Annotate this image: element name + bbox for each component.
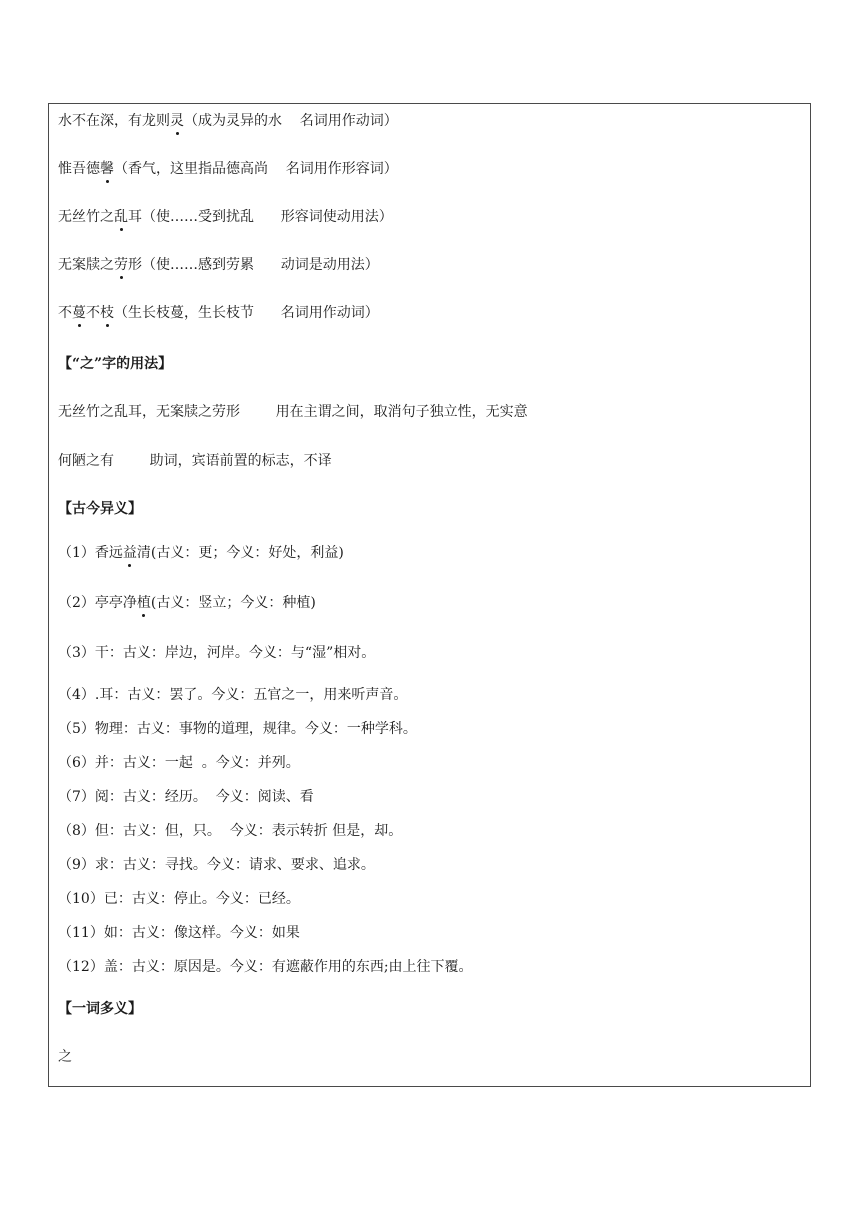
text-segment: （成为灵异的水 名词用作动词）: [184, 113, 398, 129]
text-segment: 不: [86, 305, 100, 321]
text-segment: 不: [58, 305, 72, 321]
text-segment: 何陋之有 助词，宾语前置的标志，不译: [58, 453, 332, 469]
text-segment: （7）阅：古义：经历。 今义：阅读、看: [58, 789, 314, 805]
text-segment: （1）香远: [58, 545, 123, 561]
text-segment: (古义：竖立；今义：种植): [150, 595, 316, 611]
text-segment: （2）亭亭净: [58, 595, 137, 611]
text-segment: 清(古义：更；今义：好处，利益): [136, 545, 344, 561]
yiyi-item-5: [58, 720, 417, 738]
text-segment: （6）并：古义：一起 。今义：并列。: [58, 755, 300, 771]
text-segment: 【“之”字的用法】: [58, 356, 173, 372]
sentence-luan: [58, 208, 393, 226]
text-segment: （3）干：古义：岸边，河岸。今义：与“湿”相对。: [58, 645, 376, 661]
text-segment: （5）物理：古义：事物的道理，规律。今义：一种学科。: [58, 721, 417, 737]
text-segment: （8）但：古义：但，只。 今义：表示转折 但是，却。: [58, 823, 403, 839]
text-segment: 水不在深，有龙则: [58, 113, 170, 129]
yiyi-item-4: [58, 686, 407, 704]
emphasis-dot-char: 植: [136, 595, 151, 611]
emphasis-dot-char: 馨: [100, 161, 114, 177]
text-segment: （10）已：古义：停止。今义：已经。: [58, 891, 300, 907]
sentence-lao: [58, 256, 379, 274]
emphasis-dot-char: 蔓: [72, 305, 86, 321]
yiyi-item-8: [58, 822, 402, 840]
heading-gujin-yiyi: [58, 500, 142, 518]
text-segment: （4）.耳：古义：罢了。今义：五官之一，用来听声音。: [58, 687, 408, 703]
yiyi-item-2: [58, 594, 316, 612]
text-segment: 【古今异义】: [58, 501, 142, 517]
emphasis-dot-char: 益: [122, 545, 137, 561]
heading-zhi-usage: [58, 355, 172, 373]
sentence-man-zhi: [58, 304, 379, 322]
text-segment: （9）求：古义：寻找。今义：请求、要求、追求。: [58, 857, 375, 873]
zhi-usage-1: [58, 403, 528, 421]
yiyi-item-7: [58, 788, 314, 806]
sentence-ling: [58, 112, 398, 130]
text-segment: （12）盖：古义：原因是。今义：有遮蔽作用的东西;由上往下覆。: [58, 959, 473, 975]
duoyi-char-zhi: [58, 1048, 72, 1066]
heading-yici-duoyi: [58, 1000, 142, 1018]
emphasis-dot-char: 乱: [114, 209, 128, 225]
text-segment: 惟吾德: [58, 161, 100, 177]
yiyi-item-6: [58, 754, 300, 772]
text-segment: （11）如：古义：像这样。今义：如果: [58, 925, 300, 941]
text-segment: 【一词多义】: [58, 1001, 142, 1017]
emphasis-dot-char: 劳: [114, 257, 128, 273]
yiyi-item-11: [58, 924, 300, 942]
yiyi-item-10: [58, 890, 300, 908]
content-box: [48, 103, 811, 1087]
text-segment: 无丝竹之乱耳，无案牍之劳形 用在主谓之间，取消句子独立性，无实意: [58, 404, 528, 420]
emphasis-dot-char: 灵: [170, 113, 184, 129]
text-segment: （生长枝蔓，生长枝节 名词用作动词）: [114, 305, 379, 321]
zhi-usage-2: [58, 452, 332, 470]
emphasis-dot-char: 枝: [100, 305, 114, 321]
text-segment: 耳（使……受到扰乱 形容词使动用法）: [128, 209, 393, 225]
text-segment: 之: [58, 1049, 72, 1065]
text-segment: （香气，这里指品德高尚 名词用作形容词）: [114, 161, 398, 177]
text-segment: 无丝竹之: [58, 209, 114, 225]
text-segment: 形（使……感到劳累 动词是动用法）: [128, 257, 379, 273]
yiyi-item-9: [58, 856, 375, 874]
text-segment: 无案牍之: [58, 257, 114, 273]
yiyi-item-1: [58, 544, 344, 562]
yiyi-item-12: [58, 958, 473, 976]
sentence-xin: [58, 160, 398, 178]
yiyi-item-3: [58, 644, 375, 662]
